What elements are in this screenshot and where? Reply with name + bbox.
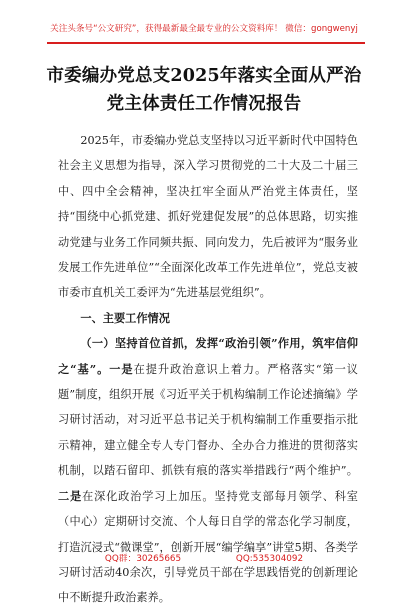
lead-marker-1: 一是 bbox=[109, 361, 134, 376]
footer-qq: QQ:535304092 bbox=[235, 554, 304, 564]
subsection-heading: （一）坚持首位首抓，发挥“政治引领”作用，筑牢信仰之“基”。 bbox=[58, 336, 358, 376]
subsection-text-2: 在深化政治学习上加压。坚持党支部每月领学、科室（中心）定期研讨交流、个人每日自学的常态化学习制度，打造沉浸式“微课堂”，创新开展“编学编享”讲堂5期、各类学习研讨活动40余次，引导党员干部在学思践悟党的创新理论中不断提升政治素养。 bbox=[58, 489, 358, 605]
section-heading: 一、主要工作情况 bbox=[80, 311, 170, 325]
page-footer bbox=[0, 551, 408, 564]
lead-marker-2: 二是 bbox=[58, 488, 83, 503]
document-title-line1: 市委编办党总支2025年落实全面从严治 bbox=[46, 66, 362, 86]
subsection-text-1: 在提升政治意识上着力。严格落实“第一议题”制度，组织开展《习近平关于机构编制工作论述摘编》学习研讨活动，对习近平总书记关于机构编制工作重要指示批示精神，建立健全专人专门督办、全办合力推进的贯彻落实机制，以踏石留印、抓铁有痕的落实举措践行“两个维护”。 bbox=[58, 362, 358, 478]
page-header bbox=[0, 0, 408, 56]
subsection-paragraph bbox=[58, 331, 358, 610]
document-title-line2: 党主体责任工作情况报告 bbox=[106, 94, 302, 114]
header-note: 关注头条号“公文研究”，获得最新最全最专业的公文资料库！ 微信：gongwenyj bbox=[50, 24, 358, 34]
intro-paragraph: 2025年，市委编办党总支坚持以习近平新时代中国特色社会主义思想为指导，深入学习贯彻党的二十大及二十届三中、四中全会精神，坚决扛牢全面从严治党主体责任，坚持“围绕中心抓党建、抓好党建促发展”的总体思路，切实推动党建与业务工作同频共振、同向发力，先后被评为“服务业发展工作先进单位”“全面深化改革工作先进单位”，党总支被市委市直机关工委评为“先进基层党组织”。 bbox=[58, 134, 358, 300]
document-body bbox=[58, 128, 358, 611]
footer-qq-group: QQ群：30265665 bbox=[104, 554, 182, 564]
header-divider bbox=[47, 42, 365, 44]
